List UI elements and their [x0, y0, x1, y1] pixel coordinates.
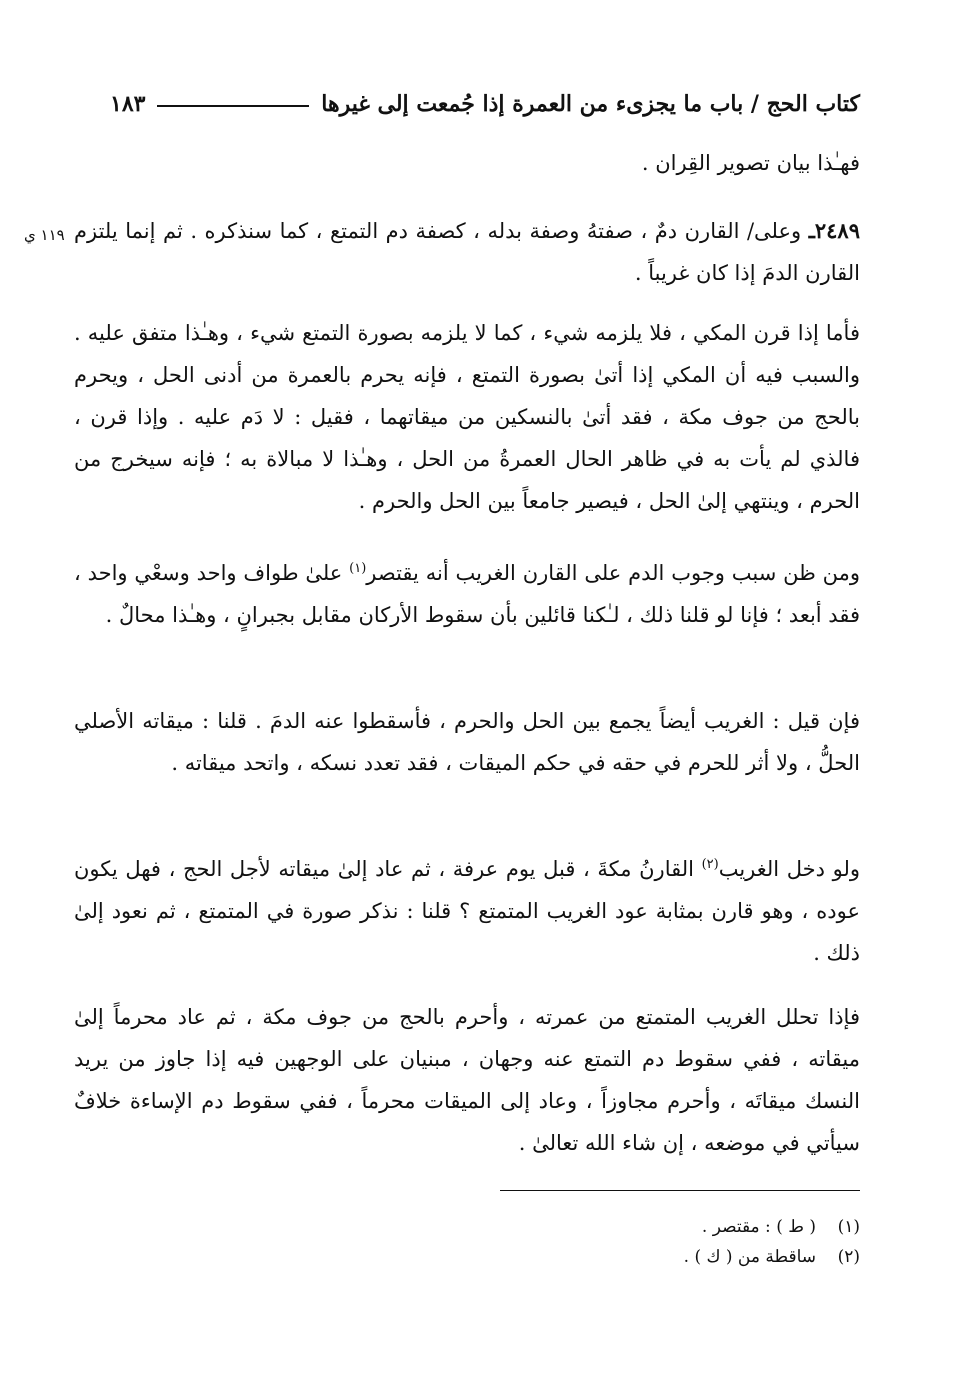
page-header	[110, 84, 860, 124]
paragraph-number: ٢٤٨٩ـ	[808, 218, 860, 243]
paragraph-4-text-a: ومن ظن سبب وجوب الدم على القارن الغريب أنه يقتصر	[366, 561, 861, 585]
footnote-text: ( ط ) : مقتصر .	[701, 1217, 816, 1237]
footnote-number: (١)	[837, 1217, 860, 1237]
paragraph-6	[74, 848, 860, 974]
footnote-text: ساقطة من ( ك ) .	[683, 1247, 816, 1267]
paragraph-3-text: فأما إذا قرن المكي ، فلا يلزمه شيء ، كما لا يلزمه بصورة التمتع شيء ، وهـٰذا متفق عليه . والسبب فيه أن المكي إذا أتىٰ بصورة التمتع ، فإنه يحرم بالعمرة من أدنى الحل ، ويحرم بالحج من جوف مكة ، فقد أتىٰ بالنسكين من ميقاتهما ، فقيل : لا دَم عليه . وإذا قرن ، فالذي لم يأت به في ظاهر الحال العمرةُ من الحل ، وهـٰذا لا مبالاة به ؛ فإنه سيخرج من الحرم ، وينتهي إلىٰ الحل ، فيصير جامعاً بين الحل والحرم .	[74, 321, 860, 513]
footnote-2	[400, 1242, 860, 1272]
paragraph-5	[74, 700, 860, 784]
paragraph-1	[74, 142, 860, 184]
paragraph-4-text-b: علىٰ طواف واحد وسعْي واحد ، فقد أبعد ؛ فإنا لو قلنا ذلك ، لـٰكنا قائلين بأن سقوط الأركان مقابل بجبرانٍ ، وهـٰذا محالٌ .	[74, 561, 860, 627]
paragraph-6-text-b: القارنُ مكةَ ، قبل يوم عرفة ، ثم عاد إلىٰ ميقاته لأجل الحج ، فهل يكون عوده ، وهو قارن بمثابة عود الغريب المتمتع ؟ قلنا : نذكر صورة في المتمتع ، ثم نعود إلىٰ ذلك .	[74, 857, 860, 965]
margin-folio-note: ١١٩ ي	[24, 226, 65, 244]
footnote-ref-1: (١)	[349, 561, 367, 576]
footnote-ref-2: (٢)	[701, 857, 719, 872]
paragraph-2489	[74, 210, 860, 294]
paragraph-7-text: فإذا تحلل الغريب المتمتع من عمرته ، وأحرم بالحج من جوف مكة ، ثم عاد محرماً إلىٰ ميقاته ، ففي سقوط دم التمتع عنه وجهان ، مبنيان على الوجهين فيه إذا جاوز من يريد النسك ميقاتَه ، وأحرم مجاوزاً ، وعاد إلى الميقات محرماً ، ففي سقوط دم الإساءة خلافٌ سيأتي في موضعه ، إن شاء الله تعالىٰ .	[74, 1005, 860, 1155]
footnote-separator	[500, 1190, 860, 1191]
paragraph-3	[74, 312, 860, 522]
footnotes	[400, 1212, 860, 1272]
paragraph-2489-text: وعلى/ القارن دمٌ ، صفتهُ وصفة بدله ، كصفة دم التمتع ، كما سنذكره . ثم إنما يلتزم القارن الدمَ إذا كان غريباً .	[74, 219, 860, 285]
paragraph-4	[74, 552, 860, 636]
paragraph-6-text-a: ولو دخل الغريب	[718, 857, 860, 881]
header-rule	[157, 105, 309, 107]
page-number: ١٨٣	[110, 91, 146, 117]
running-title: كتاب الحج / باب ما يجزىء من العمرة إذا جُمعت إلى غيرها	[321, 91, 860, 117]
paragraph-5-text: فإن قيل : الغريب أيضاً يجمع بين الحل والحرم ، فأسقطوا عنه الدمَ . قلنا : ميقاته الأصلي الحلُّ ، ولا أثر للحرم في حقه في حكم الميقات ، فقد تعدد نسكه ، واتحد ميقاته .	[74, 709, 860, 775]
footnote-1	[400, 1212, 860, 1242]
paragraph-1-text: فهـٰذا بيان تصوير القِران .	[641, 151, 860, 175]
footnote-number: (٢)	[837, 1247, 860, 1267]
paragraph-7	[74, 996, 860, 1164]
